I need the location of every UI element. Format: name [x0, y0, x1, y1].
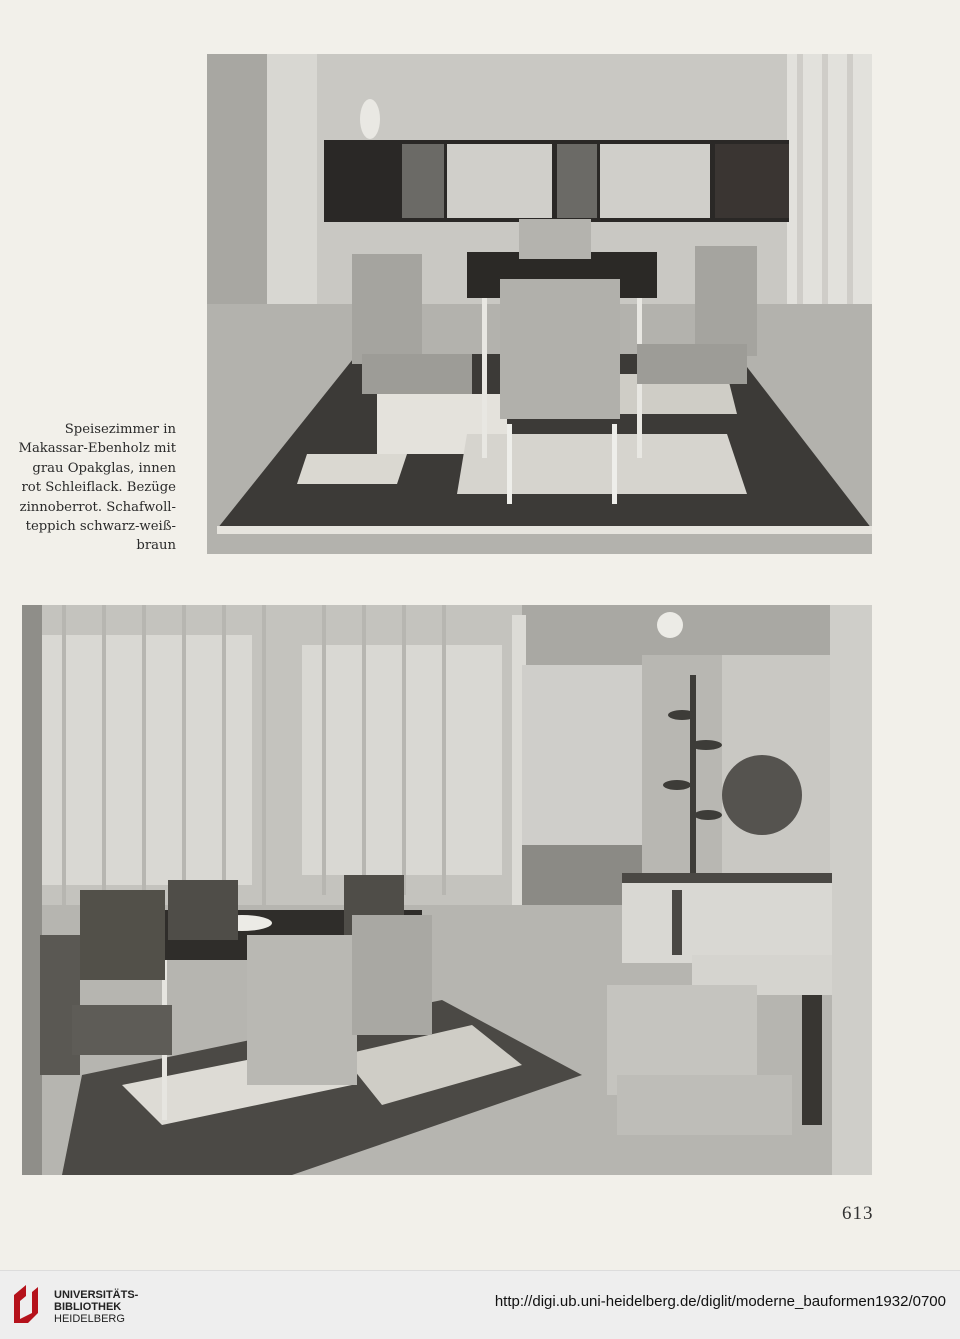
caption-line: Speisezimmer in	[64, 422, 176, 437]
library-logo[interactable]	[10, 1279, 170, 1329]
caption-line: zinnoberrot. Schafwoll-	[19, 499, 176, 515]
page-number: 613	[842, 1203, 874, 1224]
living-room-photo	[22, 605, 872, 1175]
caption-line: teppich schwarz-weiß-	[25, 519, 176, 535]
library-name-line: HEIDELBERG	[54, 1313, 125, 1325]
caption-line: braun	[136, 538, 176, 554]
caption-line: Makassar-Ebenholz mit	[18, 441, 176, 457]
photo-caption	[14, 420, 176, 556]
library-name	[54, 1289, 138, 1325]
permalink-url[interactable]: http://digi.ub.uni-heidelberg.de/diglit/moderne_bauformen1932/0700	[494, 1293, 946, 1310]
caption-line: grau Opakglas, innen	[32, 460, 176, 476]
viewer-footer	[0, 1270, 960, 1339]
library-name-line: BIBLIOTHEK	[54, 1301, 122, 1313]
caption-line: rot Schleiflack. Bezüge	[21, 480, 176, 496]
dining-room-photo	[207, 54, 872, 554]
library-logo-icon	[10, 1283, 46, 1325]
library-name-line: UNIVERSITÄTS-	[54, 1289, 139, 1301]
